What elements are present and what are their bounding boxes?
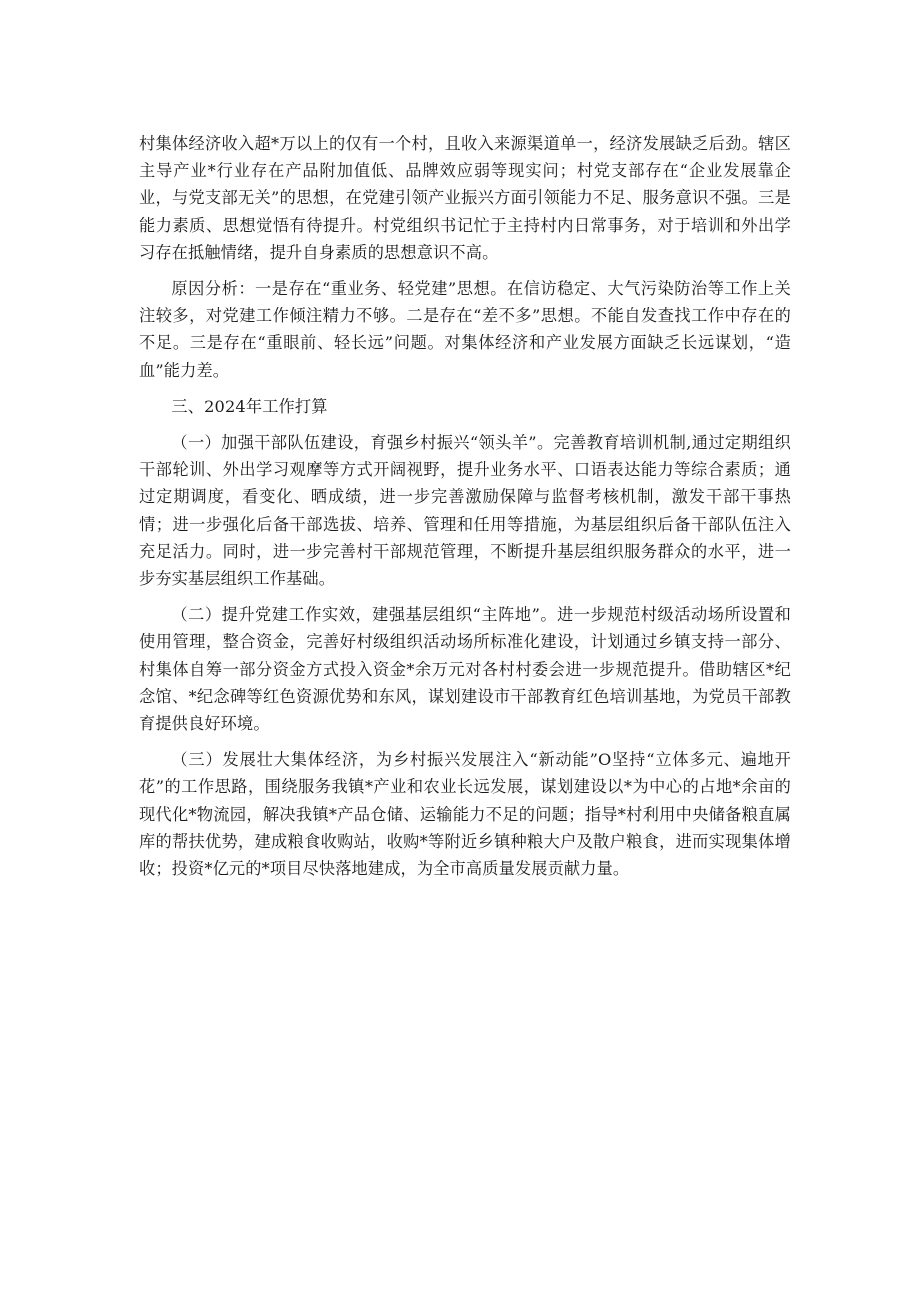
paragraph-cadre-team-building: （一）加强干部队伍建设，育强乡村振兴“领头羊”。完善教育培训机制,通过定期组织干部轮训、外出学习观摩等方式开阔视野，提升业务水平、口语表达能力等综合素质；通过定期调度，看变化、晒成绩，进一步完善激励保障与监督考核机制，激发干部干事热情；进一步强化后备干部选拔、培养、管理和任用等措施，为基层组织后备干部队伍注入充足活力。同时，进一步完善村干部规范管理，不断提升基层组织服务群众的水平，进一步夯实基层组织工作基础。 (139, 433, 791, 589)
section-heading-2024-plan: 三、2024年工作打算 (171, 396, 328, 416)
paragraph-collective-economy-growth: （三）发展壮大集体经济，为乡村振兴发展注入“新动能”O坚持“立体多元、遍地开花”的工作思路，围绕服务我镇*产业和农业长远发展，谋划建设以*为中心的占地*余亩的现代化*物流园，解决我镇*产品仓储、运输能力不足的问题；指导*村利用中央储备粮直属库的帮扶优势，建成粮食收购站，收购*等附近乡镇种粮大户及散户粮食，进而实现集体增收；投资*亿元的*项目尽快落地建成，为全市高质量发展贡献力量。 (139, 750, 791, 879)
paragraph-party-building-effectiveness: （二）提升党建工作实效，建强基层组织“主阵地”。进一步规范村级活动场所设置和使用管理，整合资金，完善好村级组织活动场所标准化建设，计划通过乡镇支持一部分、村集体自筹一部分资金方式投入资金*余万元对各村村委会进一步规范提升。借助辖区*纪念馆、*纪念碑等红色资源优势和东风，谋划建设市干部教育红色培训基地，为党员干部教育提供良好环境。 (139, 605, 791, 734)
paragraph-collective-economy-issues: 村集体经济收入超*万以上的仅有一个村，且收入来源渠道单一，经济发展缺乏后劲。辖区主导产业*行业存在产品附加值低、品牌效应弱等现实问；村党支部存在“企业发展靠企业，与党支部无关”的思想，在党建引领产业振兴方面引领能力不足、服务意识不强。三是能力素质、思想觉悟有待提升。村党组织书记忙于主持村内日常事务，对于培训和外出学习存在抵触情绪，提升自身素质的思想意识不高。 (139, 134, 791, 262)
paragraph-cause-analysis: 原因分析：一是存在“重业务、轻党建”思想。在信访稳定、大气污染防治等工作上关注较多，对党建工作倾注精力不够。二是存在“差不多”思想。不能自发查找工作中存在的不足。三是存在“重眼前、轻长远”问题。对集体经济和产业发展方面缺乏长远谋划，“造血”能力差。 (139, 279, 791, 380)
document-page (139, 130, 791, 891)
